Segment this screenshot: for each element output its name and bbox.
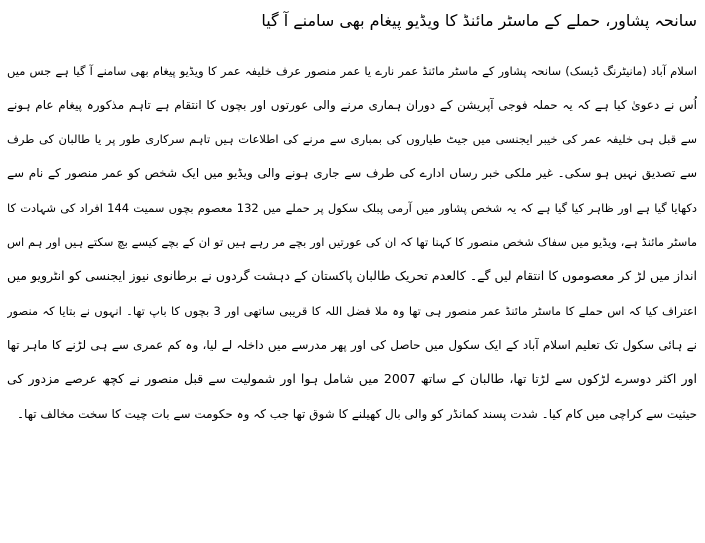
article-body-line: اسلام آباد (مانیٹرنگ ڈیسک) سانحہ پشاور کے ماسٹر مائنڈ عمر نارے یا عمر منصور عرف خلیفہ عمر کا ویڈیو پیغام بھی سامنے آ گیا ہے جس میں	[7, 64, 697, 78]
article-body-line: حیثیت سے کراچی میں کام کیا۔ شدت پسند کمانڈر کو والی بال کھیلنے کا شوق تھا جب کہ وہ حکومت سے بات چیت کا سخت مخالف تھا۔	[17, 407, 697, 421]
article-body-line: انداز میں لڑ کر معصوموں کا انتقام لیں گے۔ کالعدم تحریک طالبان پاکستان کے دہشت گردوں نے برطانوی نیوز ایجنسی کو انٹرویو میں	[7, 268, 697, 283]
article-body-line: نے ہائی سکول تک تعلیم اسلام آباد کے ایک سکول میں حاصل کی اور پھر مدرسے میں داخلہ لے لیا، وہ کم عمری سے ہی لڑنے کا ماہر تھا	[7, 338, 697, 352]
article-headline: سانحہ پشاور، حملے کے ماسٹر مائنڈ کا ویڈیو پیغام بھی سامنے آ گیا	[261, 11, 697, 30]
article-body-line: سے قبل ہی خلیفہ عمر کی خیبر ایجنسی میں جیٹ طیاروں کی بمباری سے مرنے کی اطلاعات ہیں تاہم سرکاری طور پر یا طالبان کی طرف	[7, 132, 697, 146]
article-body-line: دکھایا گیا ہے اور ظاہر کیا گیا ہے کہ یہ شخص پشاور میں آرمی پبلک سکول پر حملے میں 132 معصوم بچوں سمیت 144 افراد کی شہادت کا	[7, 201, 697, 215]
article-body-line: سے تصدیق نہیں ہو سکی۔ غیر ملکی خبر رساں ادارے کی طرف سے جاری ہونے والی ویڈیو میں ایک شخص کو عمر منصور کے نام سے	[7, 166, 697, 180]
article-body-line: اعتراف کیا کہ اس حملے کا ماسٹر مائنڈ عمر منصور ہی تھا وہ ملا فضل اللہ کا قریبی ساتھی اور 3 بچوں کا باپ تھا۔ انہوں نے بتایا کہ منصور	[7, 304, 697, 318]
article-body-line: ماسٹر مائنڈ ہے، ویڈیو میں سفاک شخص منصور کا کہنا تھا کہ ان کی عورتیں اور بچے مر رہے ہیں تو ان کے بچے کیسے بچ سکتے ہیں اور ہم اس	[7, 235, 697, 249]
article-body-line: اور اکثر دوسرے لڑکوں سے لڑتا تھا، طالبان کے ساتھ 2007 میں شامل ہوا اور شمولیت سے قبل منصور نے کچھ عرصے مزدور کی	[7, 371, 697, 386]
article-body-line: اُس نے دعویٰ کیا ہے کہ یہ حملہ فوجی آپریشن کے دوران ہماری مرنے والی عورتوں اور بچوں کا انتقام ہے تاہم مذکورہ پیغام عام ہونے	[7, 98, 697, 112]
